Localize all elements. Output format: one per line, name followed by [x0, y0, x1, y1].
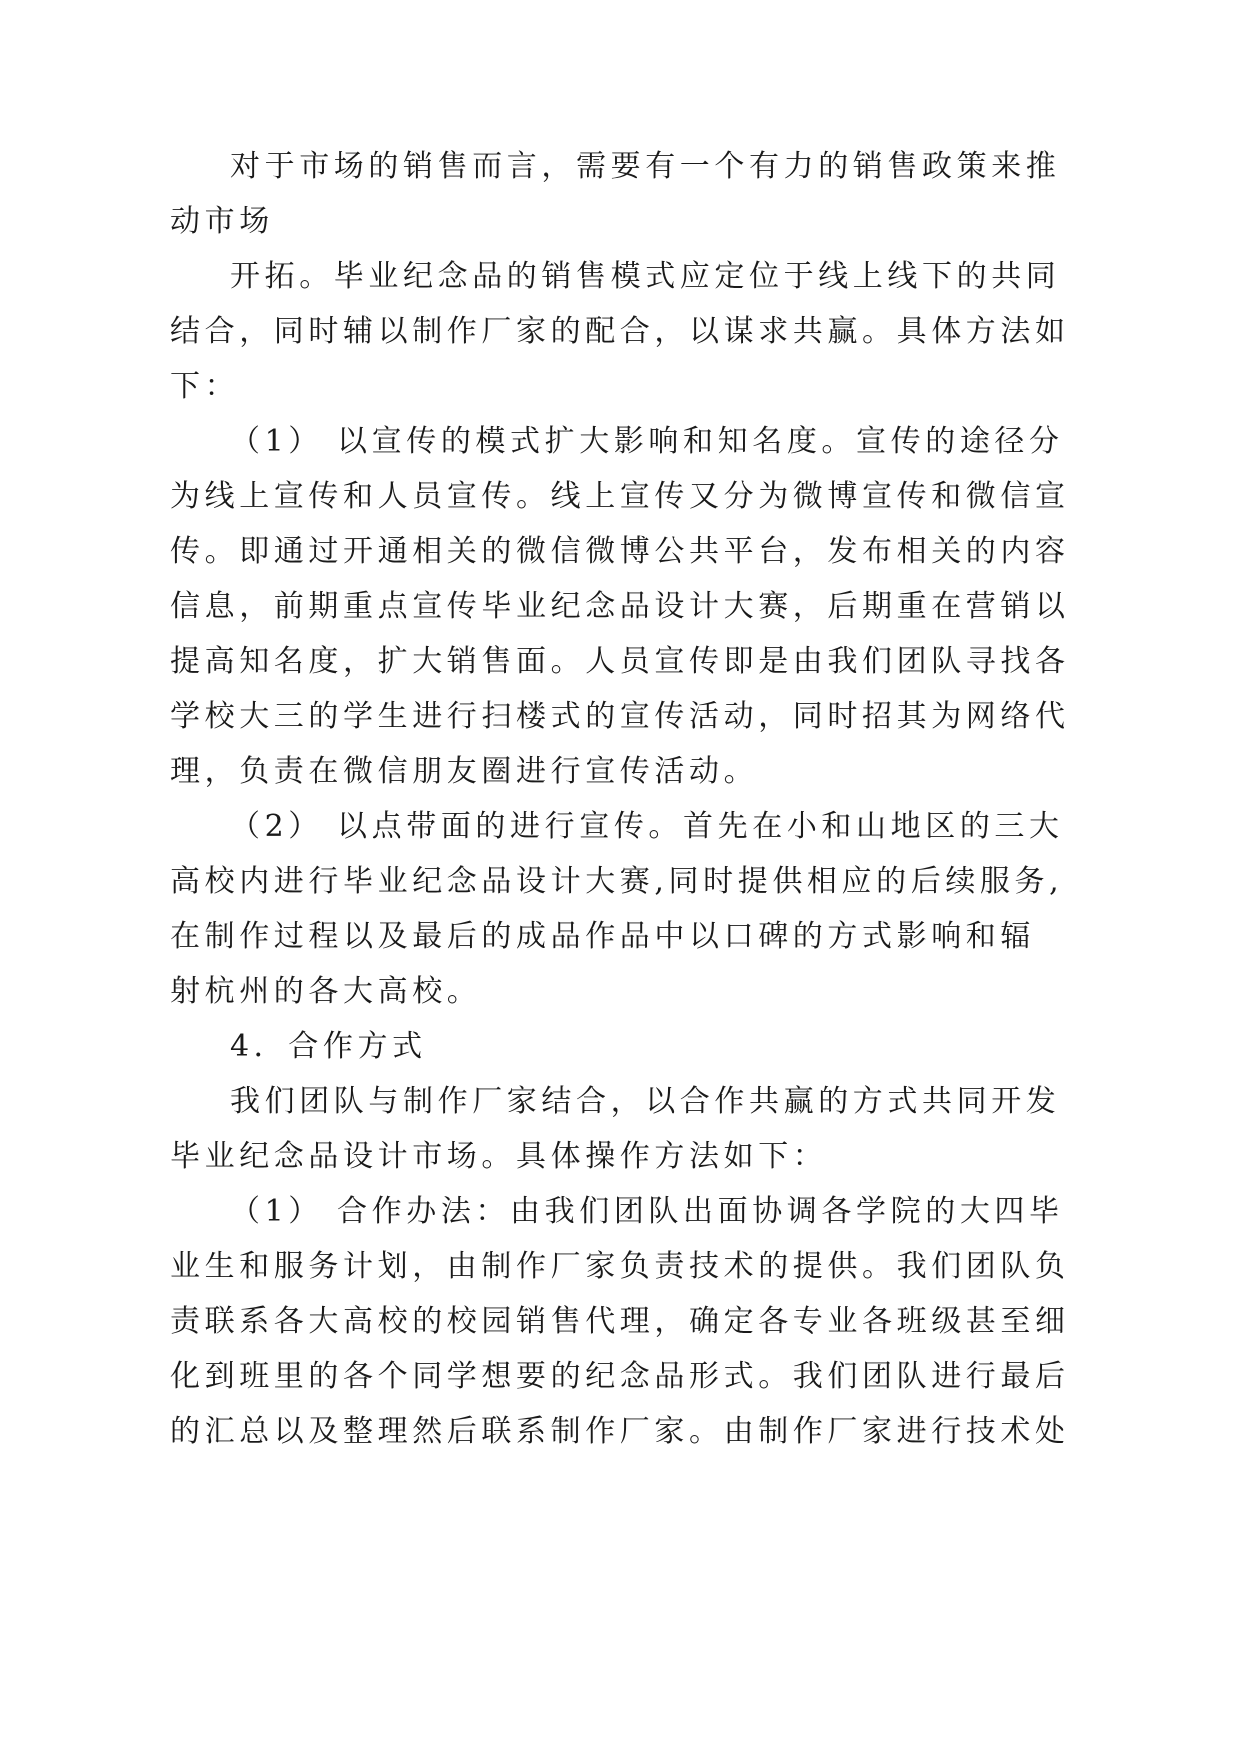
text-line: 责联系各大高校的校园销售代理，确定各专业各班级甚至细 [170, 1304, 1070, 1339]
text-line: 业生和服务计划，由制作厂家负责技术的提供。我们团队负 [170, 1249, 1070, 1284]
text-line: 对于市场的销售而言，需要有一个有力的销售政策来推 [230, 149, 1061, 184]
text-line: （2） 以点带面的进行宣传。首先在小和山地区的三大 [230, 809, 1064, 844]
text-line: 提高知名度，扩大销售面。人员宣传即是由我们团队寻找各 [170, 644, 1070, 679]
text-line: 高校内进行毕业纪念品设计大赛,同时提供相应的后续服务, [170, 864, 1064, 899]
text-line: 信息，前期重点宣传毕业纪念品设计大赛，后期重在营销以 [170, 589, 1070, 624]
text-line: 化到班里的各个同学想要的纪念品形式。我们团队进行最后 [170, 1359, 1070, 1394]
text-line: 我们团队与制作厂家结合，以合作共赢的方式共同开发 [230, 1084, 1061, 1119]
text-line: 毕业纪念品设计市场。具体操作方法如下： [170, 1139, 828, 1174]
text-line: 学校大三的学生进行扫楼式的宣传活动，同时招其为网络代 [170, 699, 1070, 734]
text-line: 动市场 [170, 204, 274, 239]
text-line: 开拓。毕业纪念品的销售模式应定位于线上线下的共同 [230, 259, 1061, 294]
text-line: 传。即通过开通相关的微信微博公共平台，发布相关的内容 [170, 534, 1070, 569]
text-line: 下： [170, 369, 240, 404]
text-line: 理，负责在微信朋友圈进行宣传活动。 [170, 754, 759, 789]
section-heading: 4．合作方式 [230, 1029, 427, 1064]
text-line: （1） 以宣传的模式扩大影响和知名度。宣传的途径分 [230, 424, 1064, 459]
text-line: 为线上宣传和人员宣传。线上宣传又分为微博宣传和微信宣 [170, 479, 1070, 514]
text-line: 的汇总以及整理然后联系制作厂家。由制作厂家进行技术处 [170, 1414, 1070, 1449]
text-line: 在制作过程以及最后的成品作品中以口碑的方式影响和辐 [170, 919, 1035, 954]
text-line: 结合，同时辅以制作厂家的配合，以谋求共赢。具体方法如 [170, 314, 1070, 349]
text-line: （1） 合作办法：由我们团队出面协调各学院的大四毕 [230, 1194, 1064, 1229]
text-line: 射杭州的各大高校。 [170, 974, 482, 1009]
